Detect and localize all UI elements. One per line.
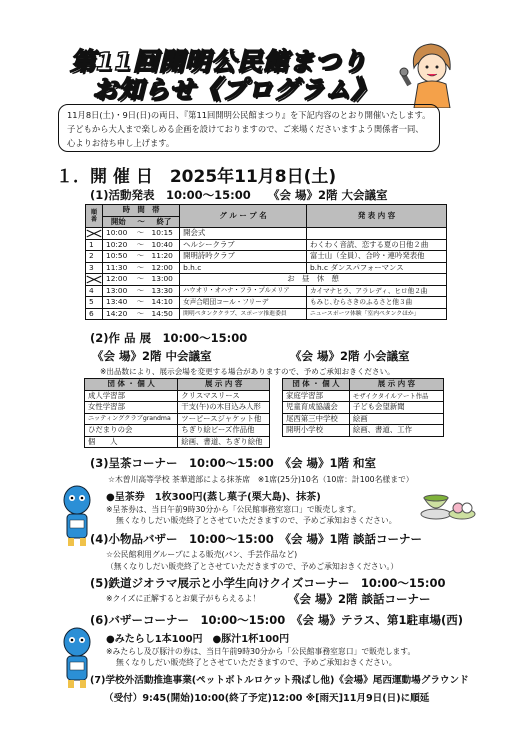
cell-group: 個 人 bbox=[85, 436, 178, 448]
row-end: 10:15 bbox=[149, 228, 180, 240]
row-content bbox=[306, 228, 446, 240]
table-row bbox=[283, 413, 444, 425]
cell-content: クリスマスリース bbox=[178, 390, 270, 402]
table-row bbox=[85, 390, 270, 402]
outdoor-activity-heading: (7)学校外活動推進事業(ペットボトルロケット飛ばし他)《会場》尾西運動場グラウンド bbox=[90, 675, 469, 686]
row-end: 11:20 bbox=[149, 251, 180, 263]
table-row bbox=[85, 425, 270, 437]
row-group: 女声合唱団コール・フリーデ bbox=[180, 297, 307, 309]
event-date-heading: １．開 催 日 2025年11月8日(土) bbox=[56, 167, 337, 187]
mascot-character-icon bbox=[60, 626, 94, 690]
row-content: もみじ､むらさきのふるさと他３曲 bbox=[306, 297, 446, 309]
row-content: わくわく音読、恋する夏の日他２曲 bbox=[306, 239, 446, 251]
cell-group: 家庭学習部 bbox=[283, 390, 350, 402]
table-row: 1 10:20 ～ 10:40 ヘルシークラブ わくわく音読、恋する夏の日他２曲 bbox=[86, 239, 447, 251]
cell-group: ひだまりの会 bbox=[85, 425, 178, 437]
intro-line-1: 11月8日(土)・9日(日)の両日、『第11回開明公民館まつり』を下記内容のとおり開催いたします。 bbox=[67, 110, 431, 120]
exhibition-heading: (2)作 品 展 10:00～15:00 bbox=[90, 331, 248, 345]
row-group: 開会式 bbox=[180, 228, 307, 240]
row-start: 13:00 bbox=[103, 285, 134, 297]
tea-corner-line-4: 無くなりしだい販売終了とさせていただきますので、予めご承知おきください。 bbox=[116, 516, 397, 525]
cell-group: 女性学習部 bbox=[85, 402, 178, 414]
row-group: 開明ペタンククラブ、スポーツ推進委員 bbox=[180, 308, 307, 320]
col-content: 発 表 内 容 bbox=[306, 205, 446, 228]
row-end: 13:00 bbox=[149, 274, 180, 286]
col-content: 展 示 内 容 bbox=[349, 379, 443, 391]
intro-box bbox=[58, 104, 440, 152]
title-line-2: お知らせ《プログラム》 bbox=[92, 75, 378, 104]
row-start: 14:20 bbox=[103, 308, 134, 320]
row-start: 10:20 bbox=[103, 239, 134, 251]
table-row: 10:00 ～ 10:15 開会式 bbox=[86, 228, 447, 240]
row-no: 5 bbox=[86, 297, 103, 309]
tea-corner-line-1: ☆木曽川高等学校 茶華道部による抹茶席 ※1席(25分)10名（10席：計100名様まで） bbox=[108, 475, 414, 484]
row-content: ニュースポーツ体験「室内ペタンクほか」 bbox=[306, 308, 446, 320]
col-start: 開始 bbox=[103, 216, 134, 228]
railway-diorama-heading: (5)鉄道ジオラマ展示と小学生向けクイズコーナー 10:00～15:00 bbox=[90, 576, 446, 590]
table-row bbox=[283, 402, 444, 414]
col-group: 団 体 ・ 個 人 bbox=[283, 379, 350, 391]
row-content: b.h.c ダンスパフォーマンス bbox=[306, 262, 446, 274]
col-end: 終了 bbox=[149, 216, 180, 228]
cell-group: 尾西第三中学校 bbox=[283, 413, 350, 425]
col-group: 団 体 ・ 個 人 bbox=[85, 379, 178, 391]
col-time: 時 間 帯 bbox=[103, 205, 180, 217]
table-row: 4 13:00 ～ 13:30 ハウオリ・オハナ・フラ・プルメリア カイマナヒラ、アラレディ、ヒロ他２曲 bbox=[86, 285, 447, 297]
col-tilde: ～ bbox=[134, 216, 149, 228]
row-lunch-break: お 昼 休 憩 bbox=[180, 274, 447, 286]
col-content: 展 示 内 容 bbox=[178, 379, 270, 391]
cell-content: 絵画 bbox=[349, 413, 443, 425]
table-row bbox=[85, 402, 270, 414]
row-end: 12:00 bbox=[149, 262, 180, 274]
activity-presentation-heading: (1)活動発表 10:00～15:00 《会 場》2階 大会議室 bbox=[90, 188, 388, 202]
intro-line-3: 心よりお待ち申し上げます。 bbox=[67, 138, 175, 148]
row-no: 4 bbox=[86, 285, 103, 297]
exhibition-table-left bbox=[84, 378, 270, 448]
exhibition-venue-left: 《会 場》2階 中会議室 bbox=[92, 349, 212, 363]
row-end: 14:50 bbox=[149, 308, 180, 320]
cell-content: ツーピースジャケット他 bbox=[178, 413, 270, 425]
table-row bbox=[85, 413, 270, 425]
exhibition-table-right bbox=[282, 378, 444, 437]
tea-corner-line-3: ※呈茶券は、当日午前9時30分から「公民館事務室窓口」で販売します。 bbox=[106, 505, 361, 514]
small-goods-bazaar-line-1: ☆公民館利用グループによる販売(パン、手芸作品など) bbox=[106, 550, 298, 559]
table-row bbox=[85, 436, 270, 448]
railway-diorama-venue: 《会 場》2階 談話コーナー bbox=[288, 592, 431, 606]
cell-group: 児童育成協議会 bbox=[283, 402, 350, 414]
row-start: 10:50 bbox=[103, 251, 134, 263]
exhibition-note: ※出品数により、展示会場を変更する場合がありますので、予めご承知おきください。 bbox=[100, 367, 395, 376]
table-row: 2 10:50 ～ 11:20 開明詩吟クラブ 富士山（全員）、合吟・連吟発表他 bbox=[86, 251, 447, 263]
row-no: 1 bbox=[86, 239, 103, 251]
row-start: 13:40 bbox=[103, 297, 134, 309]
cell-content: 絵画、書道、工作 bbox=[349, 425, 443, 437]
bazaar-corner-heading: (6)バザーコーナー 10:00～15:00 《会 場》テラス、第1駐車場(西) bbox=[90, 613, 463, 627]
railway-diorama-quiz-note: ※クイズに正解するとお菓子がもらえるよ！ bbox=[106, 594, 261, 603]
table-row bbox=[283, 390, 444, 402]
title-line-1: 第11回開明公民館まつり bbox=[70, 47, 367, 76]
small-goods-bazaar-line-2: （無くなりしだい販売終了とさせていただきますので、予めご承知おきください。） bbox=[106, 562, 399, 571]
cell-content: 子ども会望新聞 bbox=[349, 402, 443, 414]
row-content: カイマナヒラ、アラレディ、ヒロ他２曲 bbox=[306, 285, 446, 297]
exhibition-venue-right: 《会 場》2階 小会議室 bbox=[290, 349, 410, 363]
tea-corner-heading: (3)呈茶コーナー 10:00～15:00 《会 場》1階 和室 bbox=[90, 456, 376, 470]
row-start: 11:30 bbox=[103, 262, 134, 274]
row-end: 10:40 bbox=[149, 239, 180, 251]
col-group: グ ル ー プ 名 bbox=[180, 205, 307, 228]
table-row: 5 13:40 ～ 14:10 女声合唱団コール・フリーデ もみじ､むらさきのふるさと他３曲 bbox=[86, 297, 447, 309]
row-no: 6 bbox=[86, 308, 103, 320]
cell-content: ちぎり絵ビーズ作品他 bbox=[178, 425, 270, 437]
cell-content: 絵画、書道、ちぎり絵他 bbox=[178, 436, 270, 448]
row-start: 12:00 bbox=[103, 274, 134, 286]
cell-group: 開明小学校 bbox=[283, 425, 350, 437]
table-row: 3 11:30 ～ 12:00 b.h.c b.h.c ダンスパフォーマンス bbox=[86, 262, 447, 274]
cell-group: ニッティングクラブgrandma bbox=[85, 413, 178, 425]
table-row: 12:00 ～ 13:00 お 昼 休 憩 bbox=[86, 274, 447, 286]
girl-with-microphone-illustration bbox=[396, 38, 466, 108]
intro-line-2: 子どもから大人まで楽しめる企画を設けておりますので、ご来場くださいますよう関係者一同、 bbox=[67, 124, 424, 134]
tea-ticket-price: ●呈茶券 1枚300円(蒸し菓子(栗大島)、抹茶) bbox=[106, 492, 321, 503]
row-end: 13:30 bbox=[149, 285, 180, 297]
cell-group: 成人学習部 bbox=[85, 390, 178, 402]
cell-content: 干支(午)の木目込み人形 bbox=[178, 402, 270, 414]
bazaar-corner-line-3: 無くなりしだい販売終了とさせていただきますので、予めご承知おきください。 bbox=[116, 658, 397, 667]
cell-content: モザイクタイルアート作品 bbox=[349, 390, 443, 402]
row-no: 3 bbox=[86, 262, 103, 274]
row-start: 10:00 bbox=[103, 228, 134, 240]
table-row bbox=[283, 425, 444, 437]
row-group: 開明詩吟クラブ bbox=[180, 251, 307, 263]
row-group: ハウオリ・オハナ・フラ・プルメリア bbox=[180, 285, 307, 297]
bazaar-corner-line-2: ※みたらし及び豚汁の券は、当日午前9時30分から「公民館事務室窓口」で販売します。 bbox=[106, 647, 416, 656]
mascot-character-icon bbox=[60, 484, 94, 548]
row-content: 富士山（全員）、合吟・連吟発表他 bbox=[306, 251, 446, 263]
col-order: 順番 bbox=[86, 205, 103, 228]
small-goods-bazaar-heading: (4)小物品バザー 10:00～15:00 《会 場》1階 談話コーナー bbox=[90, 532, 422, 546]
outdoor-activity-schedule: （受付）9:45(開始)10:00(終了予定)12:00 ※[雨天]11月9日(日)に順延 bbox=[104, 693, 430, 704]
row-crossed-cell bbox=[86, 228, 103, 240]
activity-schedule-table bbox=[85, 204, 447, 320]
row-crossed-cell bbox=[86, 274, 103, 286]
matcha-and-sweets-icon bbox=[420, 484, 476, 522]
table-row: 6 14:20 ～ 14:50 開明ペタンククラブ、スポーツ推進委員 ニュースポーツ体験「室内ペタンクほか」 bbox=[86, 308, 447, 320]
row-group: ヘルシークラブ bbox=[180, 239, 307, 251]
row-group: b.h.c bbox=[180, 262, 307, 274]
bazaar-corner-prices: ●みたらし1本100円 ●豚汁1杯100円 bbox=[106, 634, 290, 645]
row-end: 14:10 bbox=[149, 297, 180, 309]
row-no: 2 bbox=[86, 251, 103, 263]
